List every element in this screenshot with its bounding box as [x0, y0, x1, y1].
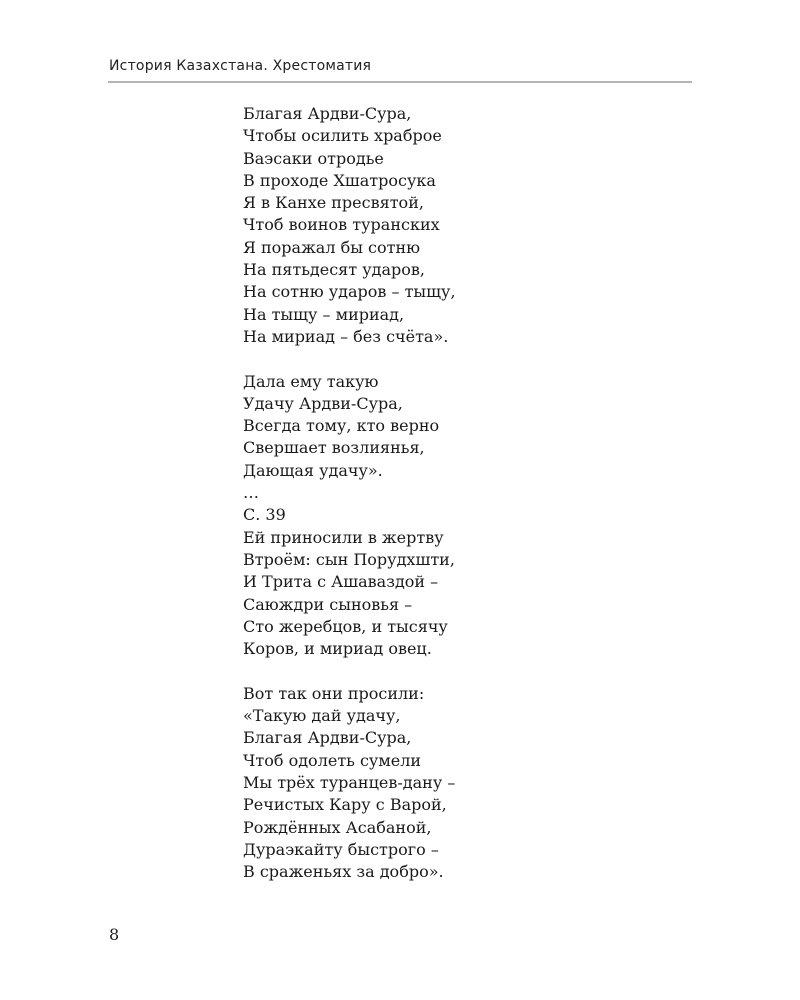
page-number: 8	[109, 925, 120, 944]
poem-line: Дураэкайту быстрого –	[243, 839, 439, 859]
poem-line: Удачу Ардви-Сура,	[243, 393, 403, 413]
stanza-gap	[243, 348, 456, 370]
poem-line: Ей приносили в жертву	[243, 527, 444, 547]
poem-line: Я поражал бы сотню	[243, 237, 421, 257]
poem-line: Благая Ардви-Сура,	[243, 728, 412, 748]
poem-line: Мы трёх туранцев-дану –	[243, 772, 456, 792]
running-header: История Казахстана. Хрестоматия	[109, 58, 372, 74]
poem-line: Чтобы осилить храброе	[243, 126, 442, 146]
poem-line: Дала ему такую	[243, 371, 379, 391]
poem-line: И Трита с Ашаваздой –	[243, 572, 439, 592]
poem-line: Вот так они просили:	[243, 683, 425, 703]
stanza-2	[243, 371, 456, 661]
poem-line: Речистых Кару с Варой,	[243, 795, 447, 815]
poem-line: Сто жеребцов, и тысячу	[243, 616, 448, 636]
poem-line: «Такую дай удачу,	[243, 706, 401, 726]
poem-line: Свершает возлиянья,	[243, 438, 425, 458]
stanza-3	[243, 683, 456, 884]
stanza-1	[243, 103, 456, 348]
poem-line: Дающая удачу».	[243, 460, 383, 480]
source-page-reference: С. 39	[243, 505, 286, 525]
poem-line: Я в Канхе пресвятой,	[243, 193, 424, 213]
poem-line: Благая Ардви-Сура,	[243, 104, 412, 123]
poem-line: Чтоб воинов туранских	[243, 215, 440, 235]
poem-line: В проходе Хшатросука	[243, 170, 436, 190]
poem-line: Чтоб одолеть сумели	[243, 750, 422, 770]
poem-line: Рождённых Асабаной,	[243, 817, 432, 837]
header-divider	[108, 81, 692, 83]
poem-line: На мириад – без счёта».	[243, 326, 449, 346]
poem-line: На тыщу – мириад,	[243, 304, 405, 324]
poem-line: Ваэсаки отродье	[243, 148, 384, 168]
poem-line: Саюждри сыновья –	[243, 594, 413, 614]
poem-line: Коров, и мириад овец.	[243, 639, 432, 659]
poem-line: В сраженьях за добро».	[243, 862, 444, 882]
poem-line: На пятьдесят ударов,	[243, 260, 425, 280]
poem-line: На сотню ударов – тыщу,	[243, 282, 456, 302]
poem-line: Втроём: сын Порудхшти,	[243, 549, 455, 569]
poem-text	[243, 103, 456, 883]
poem-line: Всегда тому, кто верно	[243, 416, 440, 436]
stanza-gap	[243, 660, 456, 682]
ellipsis-line: …	[243, 483, 259, 503]
